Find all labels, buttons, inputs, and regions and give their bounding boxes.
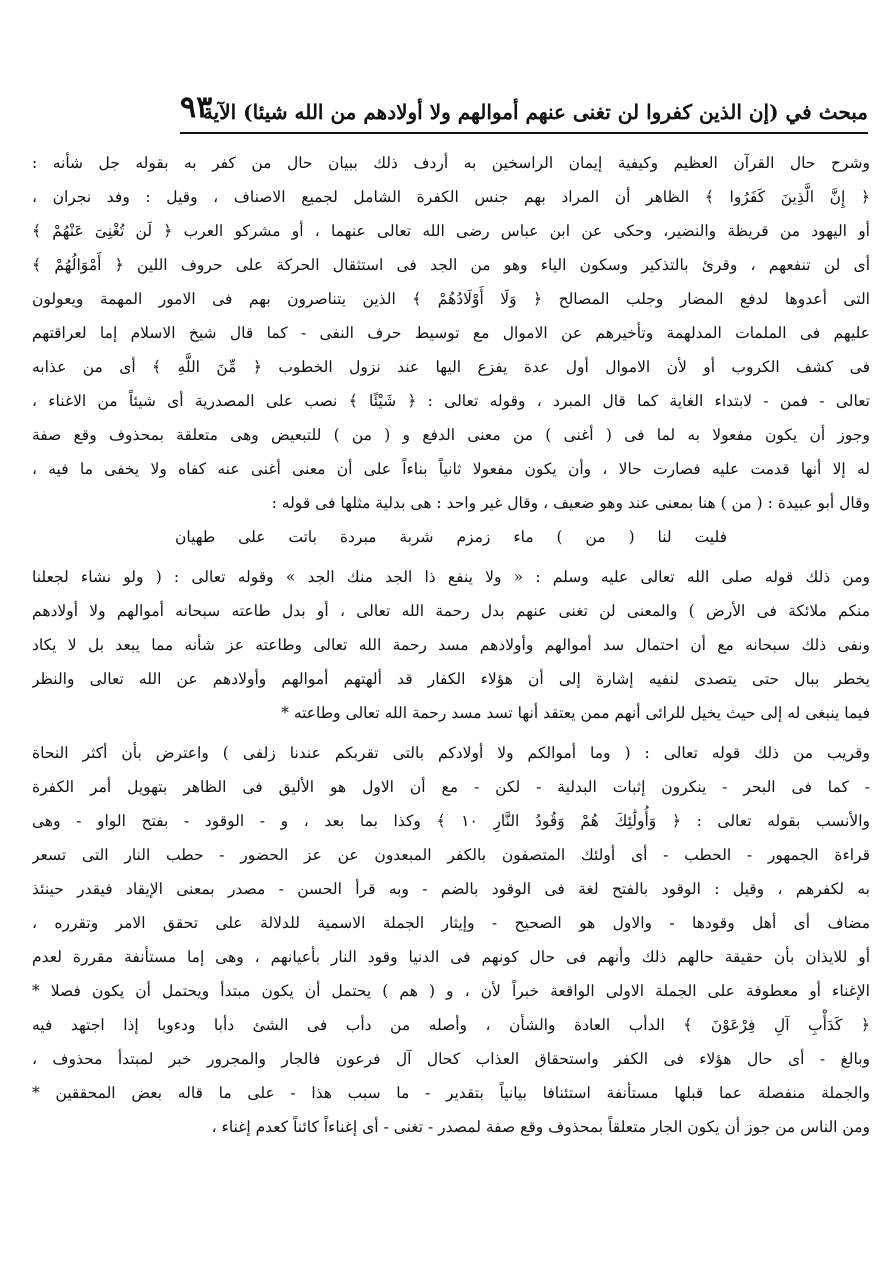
text-line: ونفى ذلك سبحانه مع أن احتمال سد أموالهم وأولادهم مسد رحمة الله تعالى وطاعته عز شأنه مما يبعد بل لا يكاد bbox=[32, 636, 870, 654]
text-line: أو للايذان بأن حقيقة حالهم ذلك وأنهم فى حال كونهم فى الدنيا وقود النار بأعيانهم ، وهى إما مستأنفة مقررة لعدم bbox=[32, 948, 870, 966]
text-line: تعالى - فمن - لابتداء الغاية كما قال المبرد ، وقوله تعالى : ﴿ شَيْئًا ﴾ نصب على المصدرية أى شيئاً من الاغناء ، bbox=[32, 392, 870, 410]
text-line: ومن الناس من جوز أن يكون الجار متعلقاً بمحذوف وقع صفة لمصدر - تغنى - أى إغناءاً كائناً كعدم إغناء ، bbox=[211, 1118, 870, 1136]
text-line: ومن ذلك قوله صلى الله تعالى عليه وسلم : « ولا ينفع ذا الجد منك الجد » وقوله تعالى : ( ولو نشاء لجعلنا bbox=[32, 568, 870, 586]
running-title: مبحث في (إن الذين كفروا لن تغنى عنهم أموالهم ولا أولادهم من الله شيئا) الآية bbox=[202, 100, 868, 124]
text-line: الإغناء أو معطوفة على الجملة الاولى الواقعة خبراً لأن ، و ( هم ) يحتمل أن يكون مبتدأ ويحتمل أن يكون فصلا * bbox=[32, 982, 870, 1000]
text-line: وشرح حال القرآن العظيم وكيفية إيمان الراسخين به أردف ذلك ببيان حال من كفر به بقوله جل شأنه : bbox=[32, 154, 870, 172]
text-line: التى أعدوها لدفع المضار وجلب المصالح ﴿ وَلَا أَوْلَادُهُمْ ﴾ الذين يتناصرون بهم فى الامور المهمة ويعولون bbox=[32, 290, 870, 308]
text-line: وبالغ - أى حال هؤلاء فى الكفر واستحقاق العذاب كحال آل فرعون فالجار والمجرور خبر لمبتدأ محذوف ، bbox=[32, 1050, 870, 1068]
text-line: به لكفرهم ، وقيل : الوقود بالفتح لغة فى الوقود بالضم - وبه قرأ الحسن - مصدر بمعنى الإيقاد فيقدر حينئذ bbox=[32, 880, 870, 898]
text-line: أو اليهود من قريظة والنضير، وحكى عن ابن عباس رضى الله تعالى عنهما ، أو مشركو العرب ﴿ لَن تُغْنِىَ عَنْهُمْ ﴾ bbox=[32, 222, 870, 240]
text-line: فيما ينبغى له إلى حيث يخيل للرائى أنهم ممن يعتقد أنها تسد مسد رحمة الله تعالى وطاعته * bbox=[281, 704, 870, 722]
text-line: مضاف أى أهل وقودها - والاول هو الصحيح - وإيثار الجملة الاسمية للدلالة على تحقق الامر وتقرره ، bbox=[32, 914, 870, 932]
text-line: ﴿ إِنَّ الَّذِينَ كَفَرُوا ﴾ الظاهر أن المراد بهم جنس الكفرة الشامل لجميع الاصناف ، وقيل : وفد نجران ، bbox=[32, 188, 870, 206]
text-line: وجوز أن يكون مفعولا به لما فى ( أغنى ) من معنى الدفع و ( من ) للتبعيض وهى متعلقة بمحذوف وقع صفة bbox=[32, 426, 870, 444]
text-line: - كما فى البحر - ينكرون إثبات البدلية - لكن - مع أن الاول هو الأليق فى الظاهر بتهويل أمر الكفرة bbox=[32, 778, 870, 796]
text-line: وقال أبو عبيدة : ( من ) هنا بمعنى عند وهو ضعيف ، وقال غير واحد : هى بدلية مثلها فى قوله : bbox=[271, 494, 870, 512]
text-line: قراءة الجمهور - الحطب - أى أولئك المتصفون بالكفر المبعدون عن عز الحضور - حطب النار التى تسعر bbox=[32, 846, 870, 864]
text-line: له إلا أنها قدمت عليه فصارت حالا ، وأن يكون مفعولا ثانياً بناءاً على أن معنى أغنى عنه كفاه ولا يخفى ما فيه ، bbox=[32, 460, 870, 478]
text-line: وقريب من ذلك قوله تعالى : ( وما أموالكم ولا أولادكم بالتى تقربكم عندنا زلفى ) واعترض بأن أكثر النحاة bbox=[32, 744, 870, 762]
page-body-text bbox=[32, 146, 870, 1144]
text-line: والأنسب بقوله تعالى : ﴿ وَأُولَٰئِكَ هُمْ وَقُودُ النَّارِ ١٠ ﴾ وكذا بما بعد ، و - الوقود - بفتح الواو - وهى bbox=[32, 812, 870, 830]
page-number: ٩٣ bbox=[180, 90, 213, 125]
text-line: فى كشف الكروب أو لأن الاموال أول عدة يفزع اليها عند نزول الخطوب ﴿ مِّنَ اللَّهِ ﴾ أى من عذابه bbox=[32, 358, 870, 376]
poetry-verse-line: فليت لنا ( من ) ماء زمزم شربة مبردة باتت على طهيان bbox=[174, 528, 728, 546]
text-line: والجملة منفصلة عما قبلها مستأنفة استئنافا بيانياً بتقدير - ما سبب هذا - على ما قاله بعض المحققين * bbox=[32, 1084, 870, 1102]
text-line: ﴿ كَدَأْبِ آلِ فِرْعَوْنَ ﴾ الدأب العادة والشأن ، وأصله من دأب فى الشئ دأبا ودءوبا إذا اجتهد فيه bbox=[32, 1016, 870, 1034]
text-line: يخطر ببال حتى يتصدى لنفيه إشارة إلى أن هؤلاء الكفار قد ألهتهم أموالهم وأولادهم عن الله تعالى والنظر bbox=[32, 670, 870, 688]
text-line: عليهم فى الملمات المدلهمة وتأخيرهم عن الاموال مع توسيط حرف النفى - كما قال شيخ الاسلام إما لعراقتهم bbox=[32, 324, 870, 342]
text-line: أى لن تنفعهم ، وقرئ بالتذكير وسكون الياء وهو من الجد فى استثقال الحركة على حروف اللين ﴿ أَمْوَالُهُمْ ﴾ bbox=[32, 256, 870, 274]
page-header bbox=[180, 86, 868, 134]
text-line: منكم ملائكة فى الأرض ) والمعنى لن تغنى عنهم بدل رحمة الله تعالى ، أو بدل طاعته سبحانه أموالهم ولا أولادهم bbox=[32, 602, 870, 620]
